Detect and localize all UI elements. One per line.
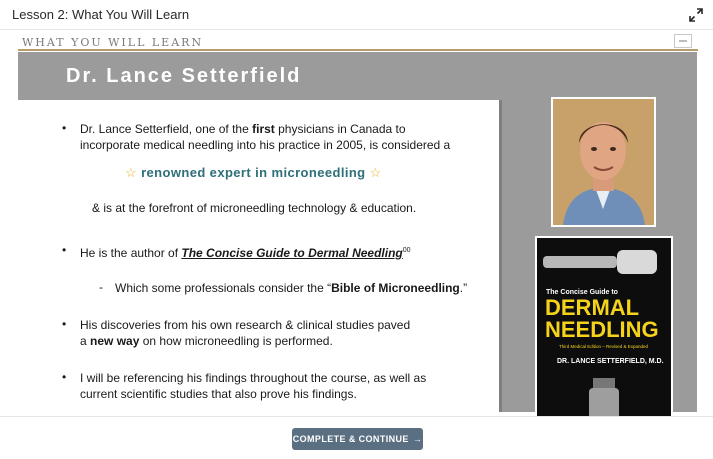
lesson-title: Lesson 2: What You Will Learn	[12, 7, 190, 22]
bullet-3-text-post: on how microneedling is performed.	[139, 334, 333, 348]
bullet-4-line-2: current scientific studies that also prove his findings.	[80, 387, 357, 401]
bullet-1-text-bold: first	[252, 122, 275, 136]
bullet-marker: •	[62, 121, 67, 135]
highlight-line	[125, 165, 382, 181]
forefront-line: & is at the forefront of microneedling technology & education.	[92, 201, 417, 215]
bullet-3-text-bold: new way	[90, 334, 140, 348]
bullet-1-line-1	[80, 121, 406, 137]
arrow-right-icon: →	[412, 434, 423, 444]
bullet-3-text-pre: a	[80, 334, 91, 348]
book-cover	[535, 236, 673, 429]
portrait-illustration	[553, 99, 654, 225]
content-card-shadow	[499, 100, 502, 412]
bullet-3-line-1: His discoveries from his own research & clinical studies paved	[80, 318, 411, 332]
lesson-header	[0, 0, 713, 30]
slide-title: Dr. Lance Setterfield	[66, 65, 302, 87]
bullet-3-line-2	[80, 333, 333, 349]
book-title-reference: The Concise Guide to Dermal Needling	[181, 246, 403, 260]
book-title-1: DERMAL	[545, 295, 640, 320]
brand-logo	[674, 34, 692, 48]
slide-viewer	[0, 30, 713, 416]
bullet-marker: •	[62, 370, 67, 384]
sub-bullet-post: .”	[459, 281, 468, 295]
header-divider	[18, 49, 698, 51]
bullet-marker: •	[62, 317, 67, 331]
bullet-marker: •	[62, 243, 67, 257]
sub-bullet-marker: -	[99, 280, 103, 294]
author-portrait	[551, 97, 656, 227]
continue-button-label: COMPLETE & CONTINUE	[292, 434, 409, 444]
sub-bullet-bold: Bible of Microneedling	[331, 281, 460, 295]
star-icon: ☆	[369, 165, 382, 180]
section-header: WHAT YOU WILL LEARN	[22, 36, 204, 49]
book-top-line: The Concise Guide to	[546, 289, 618, 296]
bullet-2-text	[80, 243, 411, 261]
book-cover-art	[537, 238, 671, 427]
expand-icon[interactable]	[688, 7, 704, 23]
highlight-text: renowned expert in microneedling	[141, 165, 366, 180]
bullet-4-line-1: I will be referencing his findings throughout the course, as well as	[80, 371, 427, 385]
footnote-mark: 00	[402, 247, 411, 254]
book-edition: Third Medical Edition – Revised & Expanded	[559, 344, 649, 349]
complete-and-continue-button[interactable]	[292, 428, 423, 450]
bullet-1-text-pre: Dr. Lance Setterfield, one of the	[80, 122, 253, 136]
bullet-1-text-post: physicians in Canada to	[274, 122, 406, 136]
book-author: DR. LANCE SETTERFIELD, M.D.	[557, 358, 664, 365]
book-title-2: NEEDLING	[545, 317, 659, 342]
sub-bullet-text	[115, 280, 467, 296]
star-icon: ☆	[125, 165, 138, 180]
bullet-1-line-2: incorporate medical needling into his practice in 2005, is considered a	[80, 138, 451, 152]
bullet-2-text-pre: He is the author of	[80, 246, 182, 260]
sub-bullet-pre: Which some professionals consider the “	[115, 281, 332, 295]
